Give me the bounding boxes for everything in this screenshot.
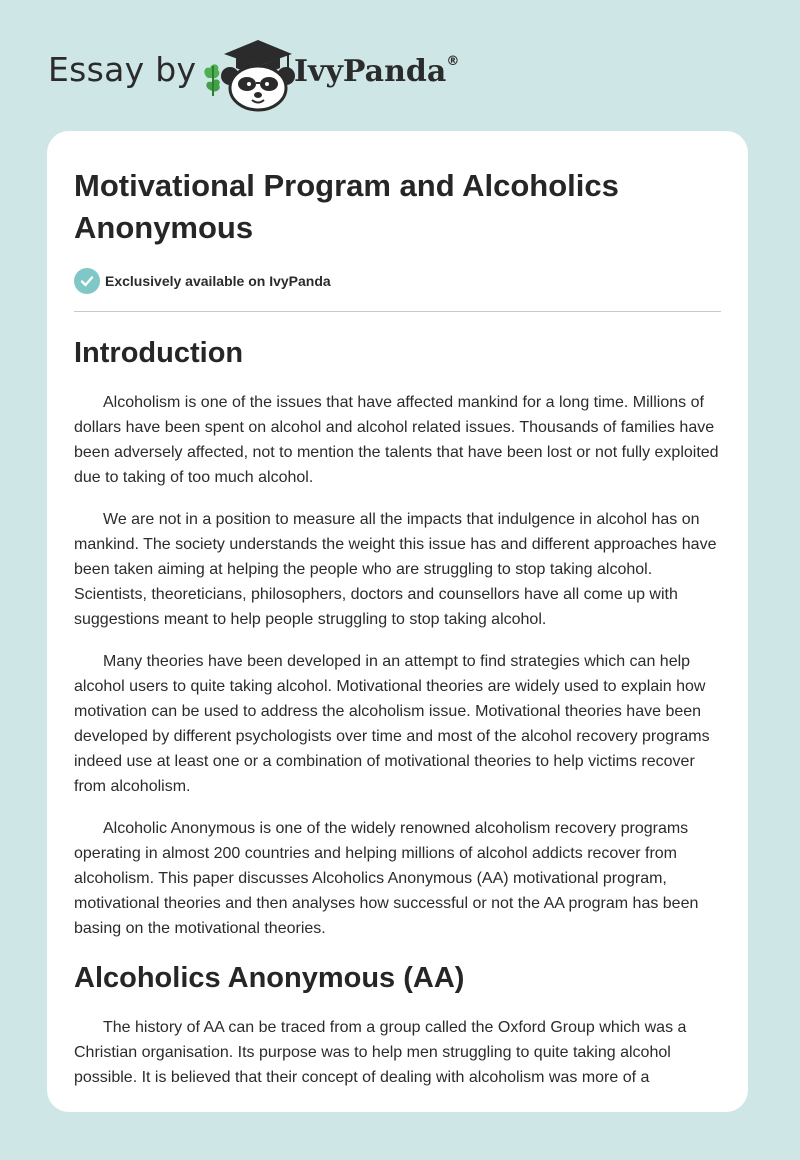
- paragraph: Alcoholism is one of the issues that have affected mankind for a long time. Millions of dollars have been spent on alcohol and alcohol related issues. Thousands of families have been adversely affected, not to mention the talents that have been lost or not fully exploited due to taking of too much alcohol.: [74, 394, 719, 486]
- paragraph: The history of AA can be traced from a group called the Oxford Group which was a Christian organisation. Its purpose was to help men struggling to quite taking alcohol possible. It is believed that their concept of dealing with alcoholism was more of a: [74, 1019, 687, 1086]
- essay-by-label: Essay by: [48, 50, 197, 89]
- exclusive-badge: [74, 267, 721, 295]
- aa-body: [74, 1015, 721, 1090]
- registered-mark: ®: [446, 54, 460, 69]
- essay-title: Motivational Program and Alcoholics Anonymous: [74, 168, 619, 245]
- brand-name[interactable]: IvyPanda®: [294, 54, 460, 89]
- checkmark-icon: [74, 268, 100, 294]
- exclusive-label: Exclusively available on IvyPanda: [105, 273, 331, 289]
- section-heading-introduction: Introduction: [74, 337, 244, 369]
- site-header: [48, 32, 468, 112]
- essay-card: [47, 131, 748, 1112]
- panda-logo-icon[interactable]: [200, 32, 296, 112]
- paragraph: Many theories have been developed in an attempt to find strategies which can help alcohol users to quite taking alcohol. Motivational theories are widely used to explain how motivation can be used to address the alcoholism issue. Motivational theories have been developed by different psychologists over time and most of the alcohol recovery programs indeed use at least one or a combination of motivational theories to help victims recover from alcoholism.: [74, 653, 710, 795]
- paragraph: Alcoholic Anonymous is one of the widely renowned alcoholism recovery programs operating in almost 200 countries and helping millions of alcohol addicts recover from alcoholism. This paper discusses Alcoholics Anonymous (AA) motivational program, motivational theories and then analyses how successful or not the AA program has been basing on the motivational theories.: [74, 820, 699, 937]
- introduction-body: [74, 390, 721, 941]
- section-heading-aa: Alcoholics Anonymous (AA): [74, 962, 465, 994]
- title-divider: [74, 311, 721, 312]
- paragraph: We are not in a position to measure all the impacts that indulgence in alcohol has on mankind. The society understands the weight this issue has and different approaches have been taken aiming at helping the people who are struggling to stop taking alcohol. Scientists, theoreticians, philosophers, doctors and counsellors have all come up with suggestions meant to help people struggling to stop taking alcohol.: [74, 511, 717, 628]
